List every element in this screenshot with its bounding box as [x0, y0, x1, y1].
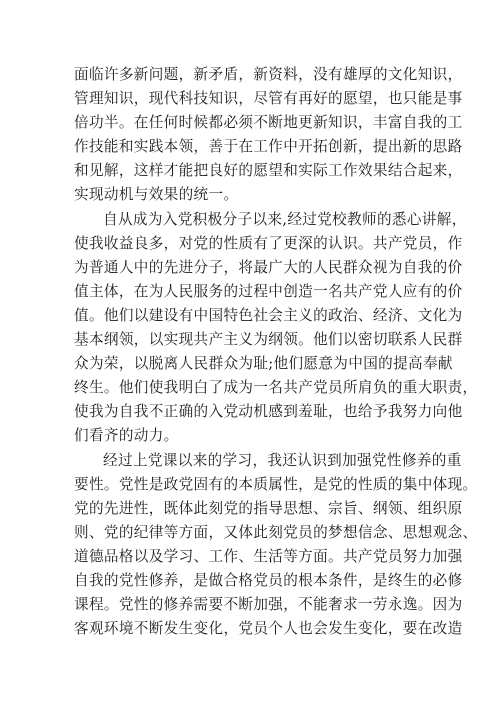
text-line: 经过上党课以来的学习，我还认识到加强党性修养的重 [103, 451, 462, 469]
text-line: 为普通人中的先进分子，将最广大的人民群众视为自我的价 [74, 258, 463, 276]
text-line: 面临许多新问题，新矛盾，新资料，没有雄厚的文化知识， [74, 66, 463, 83]
text-line: 作技能和实践本领，善于在工作中开拓创新，提出新的思路 [74, 138, 463, 156]
text-line: 使我为自我不正确的入党动机感到羞耻，也给予我努力向他 [74, 403, 463, 421]
text-line: 终生。他们使我明白了成为一名共产党员所肩负的重大职责， [74, 379, 478, 397]
text-line: 党的先进性，既体此刻党的指导思想、宗旨、纲领、组织原 [74, 499, 463, 517]
text-line: 使我收益良多，对党的性质有了更深的认识。共产党员，作 [74, 234, 463, 252]
text-line: 和见解，这样才能把良好的愿望和实际工作效果结合起来， [74, 162, 463, 180]
text-line: 基本纲领，以实现共产主义为纲领。他们以密切联系人民群 [74, 331, 463, 349]
text-line: 值主体，在为人民服务的过程中创造一名共产党人应有的价 [74, 282, 463, 300]
text-line: 实现动机与效果的统一。 [74, 186, 239, 204]
text-line: 管理知识，现代科技知识，尽管有再好的愿望，也只能是事 [74, 90, 463, 108]
document-body [74, 63, 478, 641]
text-line: 自我的党性修养，是做合格党员的根本条件，是终生的必修 [74, 571, 463, 589]
text-line: 众为荣，以脱离人民群众为耻;他们愿意为中国的提高奉献 [74, 355, 453, 373]
text-line: 要性。党性是政党固有的本质属性，是党的性质的集中体现。 [74, 475, 478, 493]
paragraph-2 [74, 208, 478, 449]
text-line: 道德品格以及学习、工作、生活等方面。共产党员努力加强 [74, 547, 463, 565]
text-line: 们看齐的动力。 [74, 427, 179, 445]
text-line: 倍功半。在任何时候都必须不断地更新知识，丰富自我的工 [74, 114, 463, 132]
text-line: 自从成为入党积极分子以来,经过党校教师的悉心讲解， [103, 210, 467, 228]
text-line: 则、党的纪律等方面，又体此刻党员的梦想信念、思想观念、 [74, 523, 478, 541]
text-line: 值。他们以建设有中国特色社会主义的政治、经济、文化为 [74, 306, 463, 324]
text-line: 课程。党性的修养需要不断加强，不能奢求一劳永逸。因为 [74, 596, 463, 614]
paragraph-3 [74, 449, 478, 642]
paragraph-1 [74, 63, 463, 208]
text-line: 客观环境不断发生变化，党员个人也会发生变化，要在改造 [74, 620, 463, 638]
